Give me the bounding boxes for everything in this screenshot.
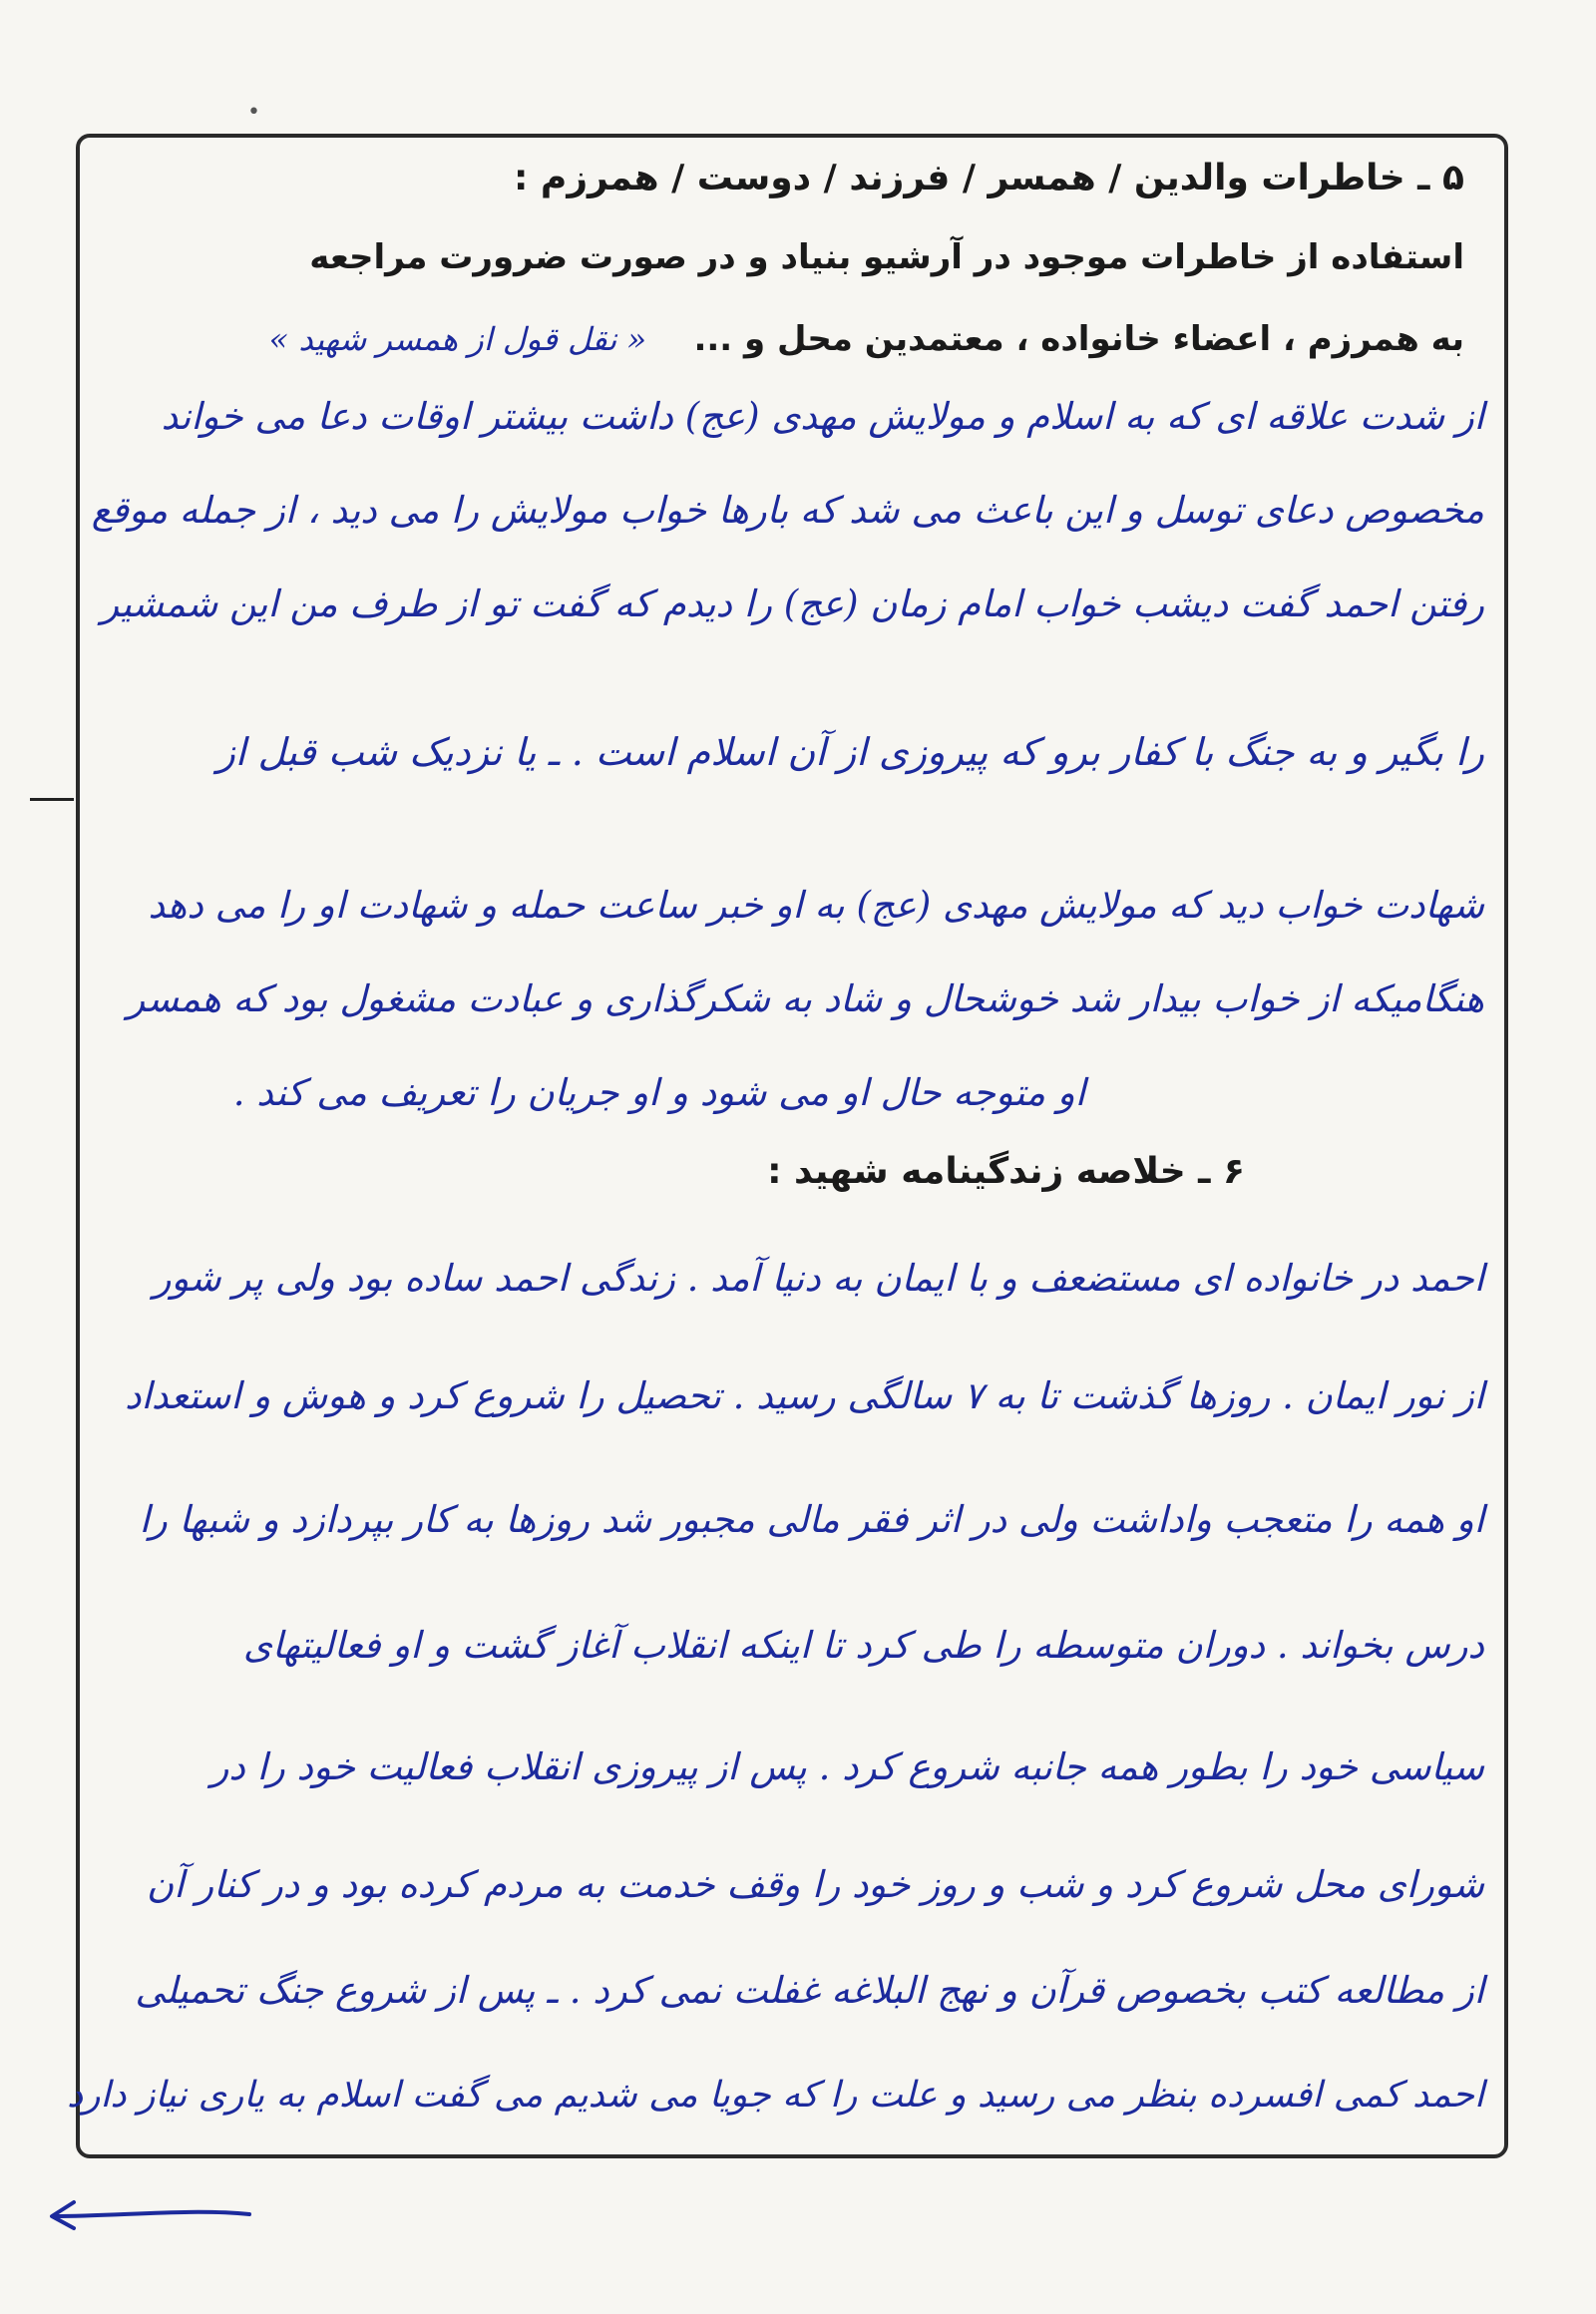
page-mark: •: [247, 100, 260, 125]
section6-handwritten-line: سیاسی خود را بطور همه جانبه شروع کرد . پس از پیروزی انقلاب فعالیت خود را در: [210, 1745, 1484, 1788]
section6-handwritten-line: احمد در خانواده ای مستضعف و با ایمان به دنیا آمد . زندگی احمد ساده بود ولی پر شور: [153, 1257, 1484, 1300]
section5-handwritten-line: او متوجه حال او می شود و او جریان را تعریف می کند .: [232, 1071, 1085, 1114]
margin-dash: [30, 798, 74, 801]
section6-handwritten-line: درس بخواند . دوران متوسطه را طی کرد تا اینکه انقلاب آغاز گشت و او فعالیتهای: [242, 1624, 1484, 1667]
section5-instruction-line1: استفاده از خاطرات موجود در آرشیو بنیاد و در صورت ضرورت مراجعه: [309, 237, 1464, 277]
arrow-left-icon: [40, 2194, 259, 2234]
section5-handwritten-line: هنگامیکه از خواب بیدار شد خوشحال و شاد به شکرگذاری و عبادت مشغول بود که همسر: [127, 977, 1484, 1020]
section5-instruction-line2: [269, 319, 1464, 359]
section6-heading: ۶ ـ خلاصه زندگینامه شهید :: [767, 1151, 1245, 1192]
section5-handwritten-line: را بگیر و به جنگ با کفار برو که پیروزی از آن اسلام است . ـ یا نزدیک شب قبل از: [216, 730, 1484, 774]
section5-handwritten-line: شهادت خواب دید که مولایش مهدی (عج) به او خبر ساعت حمله و شهادت او را می دهد: [148, 884, 1484, 927]
section5-instruction-line2-text: به همرزم ، اعضاء خانواده ، معتمدین محل و ...: [693, 319, 1464, 359]
section5-handwritten-line: رفتن احمد گفت دیشب خواب امام زمان (عج) را دیدم که گفت تو از طرف من این شمشیر: [101, 582, 1484, 625]
section5-source-note: « نقل قول از همسر شهید »: [268, 320, 647, 358]
section6-handwritten-line: از مطالعه کتب بخصوص قرآن و نهج البلاغه غفلت نمی کرد . ـ پس از شروع جنگ تحمیلی: [135, 1969, 1484, 2012]
form-frame: [67, 134, 1508, 2158]
section6-handwritten-line: او همه را متعجب واداشت ولی در اثر فقر مالی مجبور شد روزها به کار بپردازد و شبها را: [139, 1498, 1484, 1541]
section5-handwritten-line: از شدت علاقه ای که به اسلام و مولایش مهدی (عج) داشت بیشتر اوقات دعا می خواند: [161, 395, 1484, 438]
section6-handwritten-line: شورای محل شروع کرد و شب و روز خود را وقف خدمت به مردم کرده بود و در کنار آن: [147, 1863, 1484, 1906]
section5-handwritten-line: مخصوص دعای توسل و این باعث می شد که بارها خواب مولایش را می دید ، از جمله موقع: [91, 489, 1484, 532]
section6-handwritten-line: احمد کمی افسرده بنظر می رسید و علت را که جویا می شدیم می گفت اسلام به یاری نیاز دارد: [67, 2075, 1484, 2116]
section5-heading: ۵ ـ خاطرات والدین / همسر / فرزند / دوست / همرزم :: [514, 158, 1464, 198]
section6-handwritten-line: از نور ایمان . روزها گذشت تا به ۷ سالگی رسید . تحصیل را شروع کرد و هوش و استعداد: [125, 1374, 1484, 1417]
